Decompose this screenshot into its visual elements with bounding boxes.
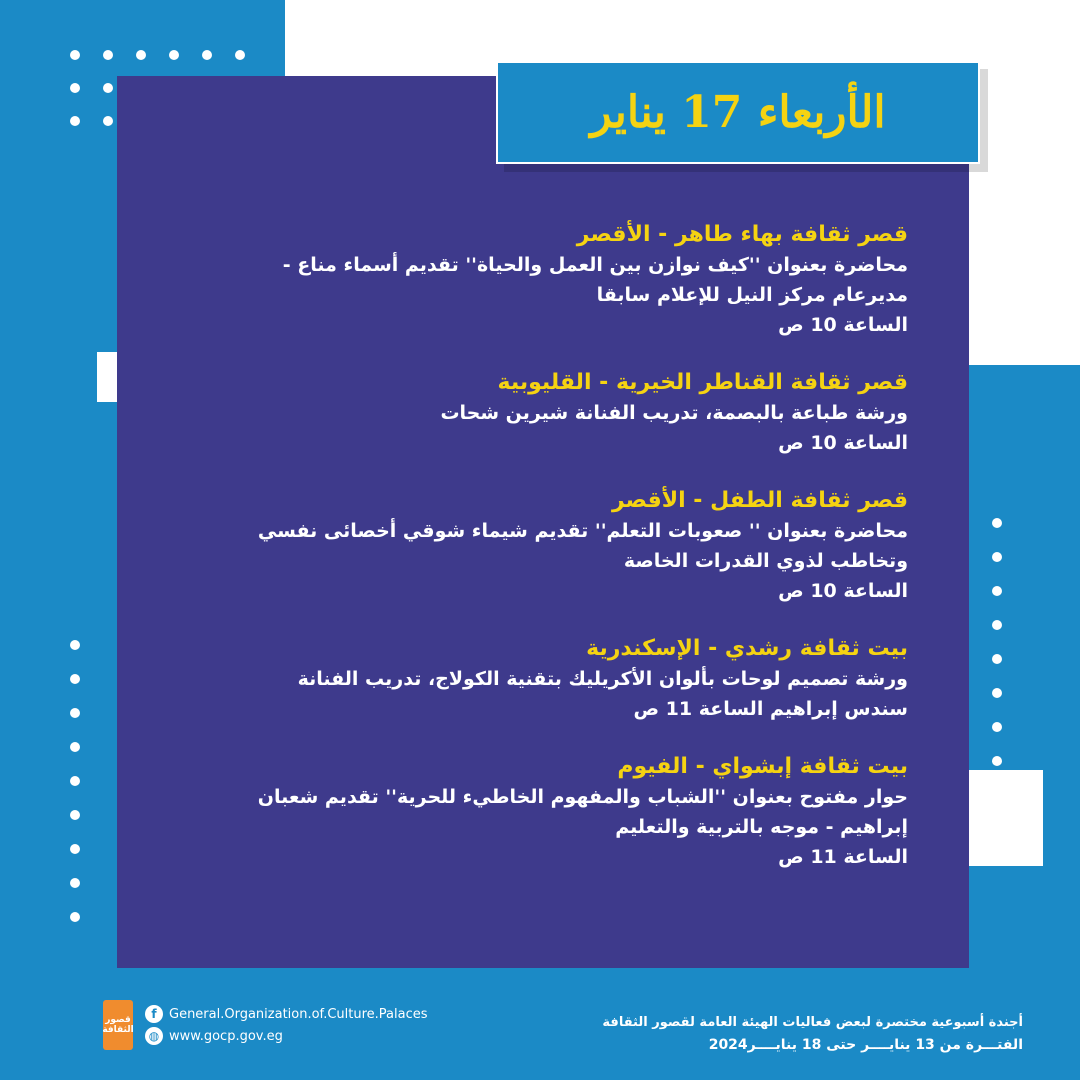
- event-description-line: ورشة طباعة بالبصمة، تدريب الفنانة شيرين شحات: [440, 402, 908, 424]
- facebook-icon: f: [145, 1005, 163, 1023]
- event-description-line: سندس إبراهيم الساعة 11 ص: [633, 698, 908, 720]
- dots-left-column: [70, 640, 80, 922]
- event-time: الساعة 11 ص: [778, 846, 908, 868]
- website-link[interactable]: [145, 1027, 428, 1045]
- event-venue: بيت ثقافة رشدي - الإسكندرية: [586, 636, 908, 661]
- facebook-label: General.Organization.of.Culture.Palaces: [169, 1006, 428, 1022]
- event-item: [150, 752, 908, 872]
- facebook-link[interactable]: [145, 1005, 428, 1023]
- event-item: [150, 220, 908, 340]
- event-venue: قصر ثقافة الطفل - الأقصر: [611, 488, 908, 513]
- logo-text: قصور الثقافة: [102, 1015, 134, 1035]
- event-venue: قصر ثقافة القناطر الخيرية - القليوبية: [497, 370, 908, 395]
- event-item: [150, 368, 908, 458]
- event-description-line: ورشة تصميم لوحات بألوان الأكريليك بتقنية الكولاج، تدريب الفنانة: [297, 668, 908, 690]
- event-description-line: وتخاطب لذوي القدرات الخاصة: [623, 550, 908, 572]
- event-description-line: محاضرة بعنوان ''كيف نوازن بين العمل والحياة'' تقديم أسماء مناع -: [282, 254, 908, 276]
- footer-contacts: [103, 1000, 428, 1050]
- culture-palaces-logo: [103, 1000, 133, 1050]
- event-time: الساعة 10 ص: [778, 314, 908, 336]
- event-description-line: حوار مفتوح بعنوان ''الشباب والمفهوم الخاطيء للحرية'' تقديم شعبان: [257, 786, 908, 808]
- globe-icon: ◍: [145, 1027, 163, 1045]
- events-list: [150, 220, 908, 900]
- event-venue: قصر ثقافة بهاء طاهر - الأقصر: [576, 222, 908, 247]
- date-heading: الأربعاء 17 يناير: [590, 87, 886, 138]
- event-time: الساعة 10 ص: [778, 580, 908, 602]
- dots-right-column: [992, 518, 1002, 766]
- website-label: www.gocp.gov.eg: [169, 1028, 283, 1044]
- event-description-line: مديرعام مركز النيل للإعلام سابقا: [596, 284, 908, 306]
- right-white-block: [969, 165, 1080, 365]
- date-banner: [496, 61, 980, 164]
- social-links: [145, 1005, 428, 1045]
- event-description-line: محاضرة بعنوان '' صعوبات التعلم'' تقديم شيماء شوقي أخصائى نفسي: [257, 520, 908, 542]
- event-venue: بيت ثقافة إبشواي - الفيوم: [617, 754, 908, 779]
- agenda-info: [602, 1012, 1023, 1056]
- agenda-title: أجندة أسبوعية مختصرة لبعض فعاليات الهيئة العامة لقصور الثقافة: [602, 1015, 1023, 1030]
- event-item: [150, 486, 908, 606]
- agenda-period: الفتـــرة من 13 ينايــــر حتى 18 ينايــــر2024: [708, 1037, 1023, 1053]
- event-description-line: إبراهيم - موجه بالتربية والتعليم: [615, 816, 908, 838]
- event-time: الساعة 10 ص: [778, 432, 908, 454]
- event-item: [150, 634, 908, 724]
